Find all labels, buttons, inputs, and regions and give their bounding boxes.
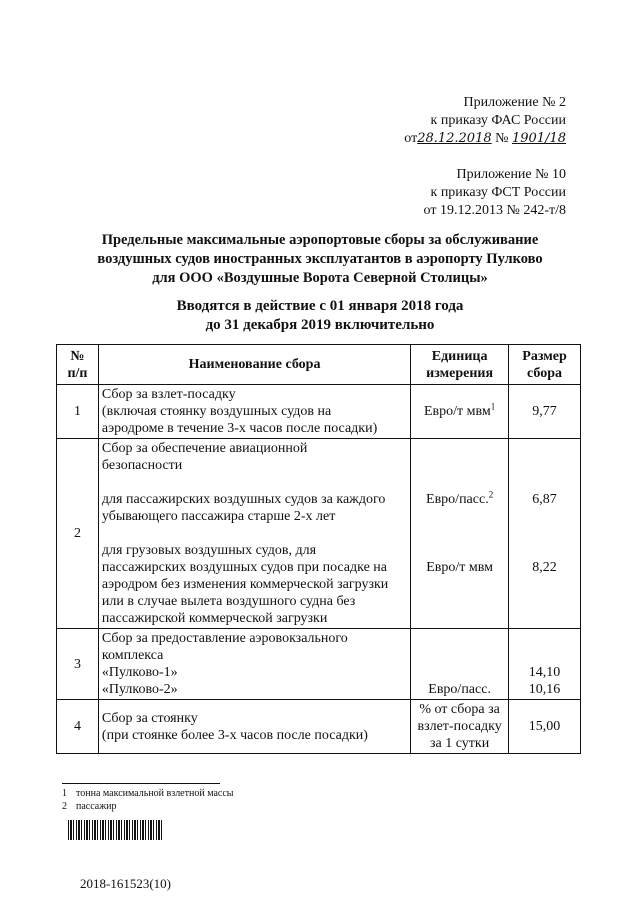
document-title: Предельные максимальные аэропортовые сборы за обслуживание воздушных судов иностранных эксплуатантов в аэропорту Пулково для ООО «Воздушные Ворота Северной Столицы»	[97, 232, 543, 286]
barcode-image	[68, 820, 164, 840]
handwritten-order-number: 1901/18	[511, 131, 566, 146]
row-number: 2	[57, 439, 99, 629]
appendix-2-title: Приложение № 2	[463, 95, 566, 110]
table-row	[57, 629, 581, 700]
footnote-divider	[62, 783, 220, 784]
fee-unit: Евро/т мвм$^1$	[411, 385, 509, 439]
table-row	[57, 385, 581, 439]
document-number: 2018-161523(10)	[80, 876, 171, 891]
fee-name: Сбор за взлет-посадку (включая стоянку воздушных судов на аэродроме в течение 3-х часов после посадки)	[98, 385, 410, 439]
fee-name: Сбор за стоянку (при стоянке более 3-х часов после посадки)	[98, 700, 410, 754]
effective-period: Вводятся в действие с 01 января 2018 года до 31 декабря 2019 включительно	[176, 298, 464, 333]
header-size: Размер сбора	[509, 345, 581, 385]
table-header-row	[57, 345, 581, 385]
appendix-2-date-line: от28.12.2018 № 1901/18	[404, 131, 566, 146]
footnote-1: 1 тонна максимальной взлетной массы	[62, 788, 234, 799]
appendix-10-block	[326, 166, 566, 220]
fee-name: Сбор за обеспечение авиационной безопасности для пассажирских воздушных судов за каждого убывающего пассажира старше 2-х лет для грузовых воздушных судов, для пассажирских воздушных судов при посадке на аэродром без изменения коммерческой загрузки или в случае вылета воздушного судна без пассажирской коммерческой загрузки	[98, 439, 410, 629]
handwritten-date: 28.12.2018	[417, 131, 492, 146]
appendix-10-title: Приложение № 10	[456, 167, 566, 182]
fee-value: 9,77	[509, 385, 581, 439]
header-num: № п/п	[57, 345, 99, 385]
row-number: 3	[57, 629, 99, 700]
fees-table	[56, 344, 581, 754]
fee-value: 6,87 8,22	[509, 439, 581, 629]
table-row	[57, 700, 581, 754]
header-name: Наименование сбора	[98, 345, 410, 385]
table-row	[57, 439, 581, 629]
appendix-10-order: к приказу ФСТ России	[430, 185, 566, 200]
appendix-10-date: от 19.12.2013 № 242-т/8	[423, 203, 566, 218]
footnotes	[62, 787, 234, 813]
fee-value: 14,10 10,16	[509, 629, 581, 700]
appendix-2-order: к приказу ФАС России	[430, 113, 566, 128]
row-number: 1	[57, 385, 99, 439]
fee-unit: Евро/пасс.	[411, 629, 509, 700]
appendix-2-block	[346, 94, 566, 148]
fee-value: 15,00	[509, 700, 581, 754]
row-number: 4	[57, 700, 99, 754]
fee-unit: Евро/пасс.$^2$ Евро/т мвм	[411, 439, 509, 629]
fee-unit: % от сбора за взлет-посадку за 1 сутки	[411, 700, 509, 754]
header-unit: Единица измерения	[411, 345, 509, 385]
fee-name: Сбор за предоставление аэровокзального комплекса «Пулково-1» «Пулково-2»	[98, 629, 410, 700]
footnote-2: 2 пассажир	[62, 801, 117, 812]
